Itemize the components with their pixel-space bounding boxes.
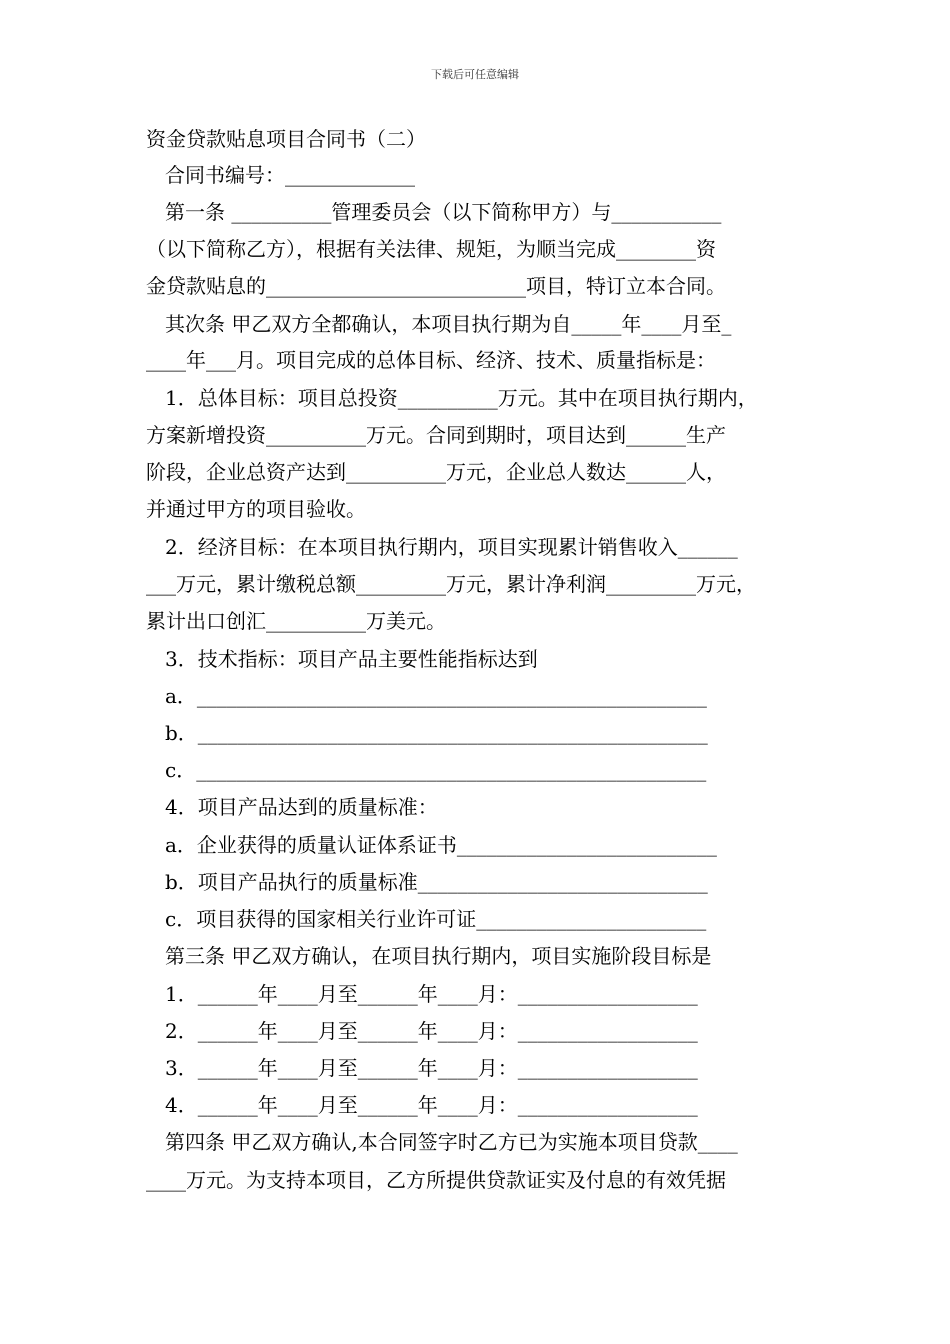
economic-goal-line-3: 累计出口创汇__________万美元。 bbox=[146, 609, 446, 633]
technical-indicator-b: b．___________________________________________________ bbox=[165, 721, 708, 745]
stage-goal-3: 3．______年____月至______年____月：__________________ bbox=[165, 1056, 698, 1080]
document-title: 资金贷款贴息项目合同书（二） bbox=[146, 127, 426, 151]
article-2-line-2: ____年___月。项目完成的总体目标、经济、技术、质量指标是： bbox=[146, 348, 716, 372]
article-3-heading: 第三条 甲乙双方确认，在项目执行期内，项目实施阶段目标是 bbox=[165, 944, 712, 968]
stage-goal-1: 1．______年____月至______年____月：__________________ bbox=[165, 982, 698, 1006]
article-4-line-2: ____万元。为支持本项目，乙方所提供贷款证实及付息的有效凭据 bbox=[146, 1168, 726, 1192]
page-header: 下载后可任意编辑 bbox=[431, 68, 519, 81]
article-4-line-1: 第四条 甲乙双方确认,本合同签字时乙方已为实施本项目贷款____ bbox=[165, 1130, 738, 1154]
quality-standard-c: c．项目获得的国家相关行业许可证_______________________ bbox=[165, 907, 707, 931]
contract-number-line: 合同书编号：_____________ bbox=[165, 163, 415, 187]
stage-goal-2: 2．______年____月至______年____月：__________________ bbox=[165, 1019, 698, 1043]
technical-indicator-a: a．___________________________________________________ bbox=[165, 684, 707, 708]
quality-standard-heading: 4．项目产品达到的质量标准： bbox=[165, 795, 438, 819]
quality-standard-a: a．企业获得的质量认证体系证书__________________________ bbox=[165, 833, 717, 857]
overall-goal-line-1: 1．总体目标：项目总投资__________万元。其中在项目执行期内， bbox=[165, 386, 758, 410]
technical-indicator-c: c．___________________________________________________ bbox=[165, 758, 707, 782]
overall-goal-line-2: 方案新增投资__________万元。合同到期时，项目达到______生产 bbox=[146, 423, 726, 447]
overall-goal-line-4: 并通过甲方的项目验收。 bbox=[146, 497, 366, 521]
economic-goal-line-2: ___万元，累计缴税总额_________万元，累计净利润_________万元， bbox=[146, 572, 756, 596]
article-1-line-3: 金贷款贴息的__________________________项目，特订立本合同。 bbox=[146, 274, 726, 298]
article-2-line-1: 其次条 甲乙双方全都确认，本项目执行期为自_____年____月至_ bbox=[165, 312, 732, 336]
stage-goal-4: 4．______年____月至______年____月：__________________ bbox=[165, 1093, 698, 1117]
overall-goal-line-3: 阶段，企业总资产达到__________万元，企业总人数达______人， bbox=[146, 460, 726, 484]
technical-indicator-heading: 3．技术指标：项目产品主要性能指标达到 bbox=[165, 647, 538, 671]
article-1-line-2: （以下简称乙方），根据有关法律、规矩，为顺当完成________资 bbox=[146, 237, 716, 261]
economic-goal-line-1: 2．经济目标：在本项目执行期内，项目实现累计销售收入______ bbox=[165, 535, 738, 559]
article-1-line-1: 第一条 __________管理委员会（以下简称甲方）与___________ bbox=[165, 200, 722, 224]
quality-standard-b: b．项目产品执行的质量标准_____________________________ bbox=[165, 870, 708, 894]
